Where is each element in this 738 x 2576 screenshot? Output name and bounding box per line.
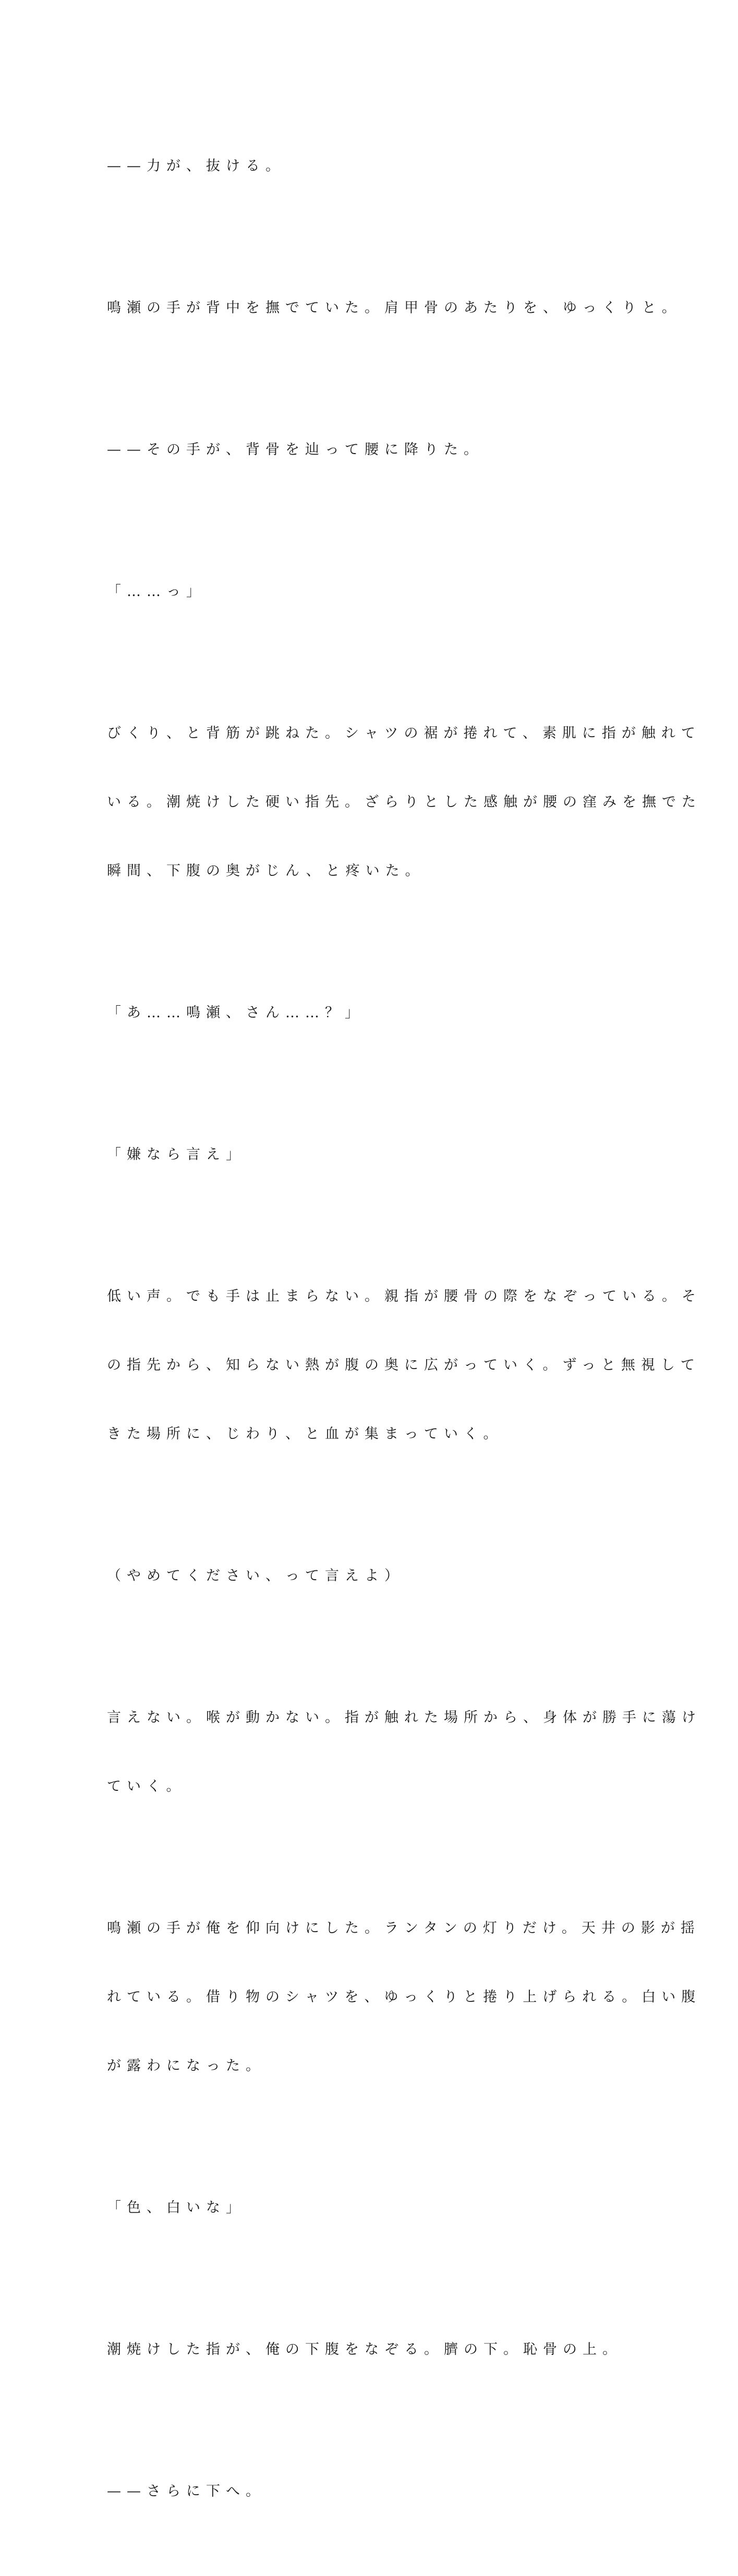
text-line: 低い声。でも手は止まらない。親指が腰骨の際をなぞっている。そ bbox=[107, 1288, 701, 1304]
paragraph bbox=[107, 534, 628, 649]
text-line: 「あ……鳴瀬、さん……？」 bbox=[107, 1005, 365, 1021]
text-line: 言えない。喉が動かない。指が触れた場所から、身体が勝手に蕩け bbox=[107, 1710, 701, 1726]
paragraph bbox=[107, 1871, 701, 2123]
text-line: 「色、白いな」 bbox=[107, 2200, 246, 2216]
text-line: きた場所に、じわり、と血が集まっていく。 bbox=[107, 1426, 503, 1442]
text-line: 鳴瀬の手が背中を撫でていた。肩甲骨のあたりを、ゆっくりと。 bbox=[107, 300, 682, 316]
paragraph bbox=[107, 1661, 701, 1844]
text-line: びくり、と背筋が跳ねた。シャツの裾が捲れて、素肌に指が触れて bbox=[107, 725, 701, 741]
text-line: 瞬間、下腹の奥がじん、と疼いた。 bbox=[107, 863, 425, 879]
text-line: の指先から、知らない熱が腹の奥に広がっていく。ずっと無視して bbox=[107, 1357, 700, 1373]
body-text bbox=[107, 109, 701, 2576]
paragraph bbox=[107, 2434, 628, 2549]
paragraph bbox=[107, 1239, 701, 1492]
paragraph bbox=[107, 251, 682, 365]
text-line: 「嫌なら言え」 bbox=[107, 1146, 246, 1163]
paragraph bbox=[107, 676, 701, 929]
text-line: いる。潮焼けした硬い指先。ざらりとした感触が腰の窪みを撫でた bbox=[107, 794, 701, 810]
text-line: ——力が、抜ける。 bbox=[107, 158, 285, 174]
paragraph bbox=[107, 2151, 628, 2265]
paragraph bbox=[107, 1097, 628, 1212]
paragraph bbox=[107, 393, 628, 507]
text-line: （やめてください、って言えよ） bbox=[107, 1568, 404, 1584]
text-line: 潮焼けした指が、俺の下腹をなぞる。臍の下。恥骨の上。 bbox=[107, 2341, 622, 2358]
text-line: ていく。 bbox=[107, 1778, 186, 1794]
paragraph bbox=[107, 109, 628, 224]
text-line: 「……っ」 bbox=[107, 583, 206, 600]
paragraph bbox=[107, 956, 628, 1070]
text-line: が露わになった。 bbox=[107, 2058, 265, 2074]
paragraph bbox=[107, 2292, 628, 2407]
paragraph bbox=[107, 1519, 628, 1633]
text-line: ——その手が、背骨を辿って腰に降りた。 bbox=[107, 442, 483, 458]
text-line: れている。借り物のシャツを、ゆっくりと捲り上げられる。白い腹 bbox=[107, 1989, 701, 2005]
text-line: ——さらに下へ。 bbox=[107, 2483, 265, 2499]
text-line: 鳴瀬の手が俺を仰向けにした。ランタンの灯りだけ。天井の影が揺 bbox=[107, 1920, 700, 1936]
